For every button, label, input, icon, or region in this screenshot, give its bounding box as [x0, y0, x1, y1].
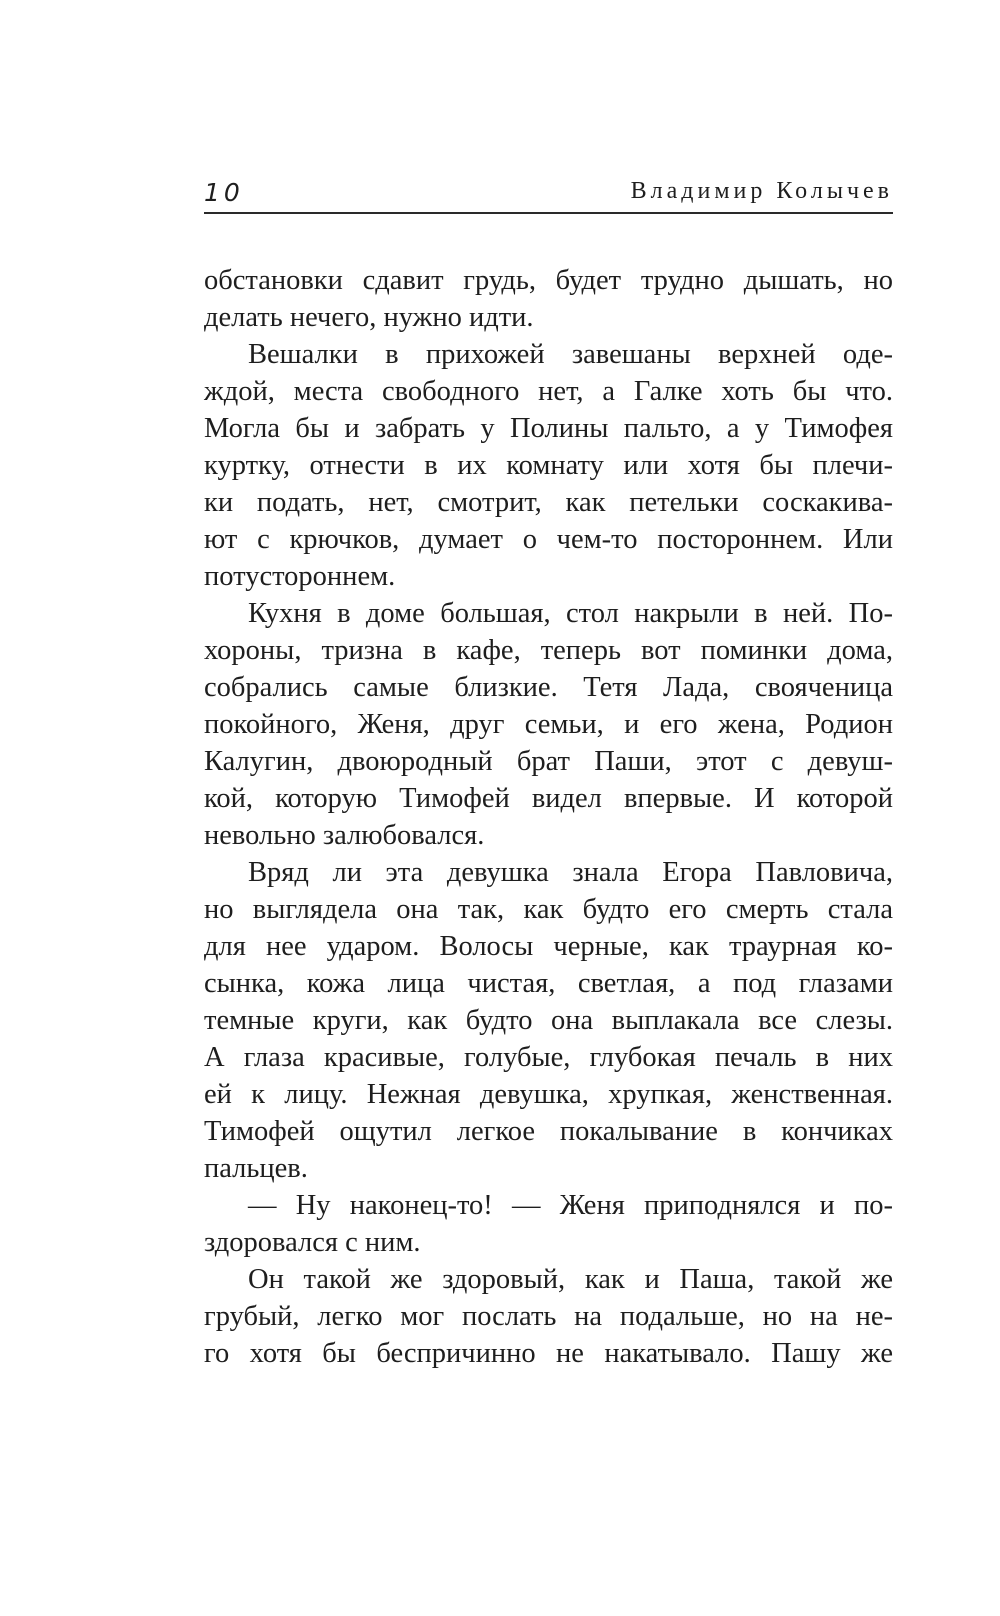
text-line: Калугин, двоюродный брат Паши, этот с девуш-: [204, 746, 893, 777]
text-line: здоровался с ним.: [204, 1227, 421, 1258]
text-line: собрались самые близкие. Тетя Лада, свояченица: [204, 672, 893, 703]
body-text: [204, 262, 893, 1372]
text-line: обстановки сдавит грудь, будет трудно дышать, но: [204, 265, 893, 296]
text-line: А глаза красивые, голубые, глубокая печаль в них: [204, 1042, 893, 1073]
paragraph-first-line: Вешалки в прихожей завешаны верхней оде-: [248, 339, 893, 370]
text-line: сынка, кожа лица чистая, светлая, а под глазами: [204, 968, 893, 999]
text-line: кой, которую Тимофей видел впервые. И которой: [204, 783, 893, 814]
text-line: потустороннем.: [204, 561, 396, 592]
text-line: но выглядела она так, как будто его смерть стала: [204, 894, 893, 925]
text-line: темные круги, как будто она выплакала все слезы.: [204, 1005, 893, 1036]
page-number: 10: [204, 178, 244, 207]
paragraph-first-line: Кухня в доме большая, стол накрыли в ней. По-: [248, 598, 893, 629]
text-line: хороны, тризна в кафе, теперь вот поминки дома,: [204, 635, 893, 666]
paragraph-first-line: Он такой же здоровый, как и Паша, такой же: [248, 1264, 893, 1295]
text-line: Могла бы и забрать у Полины пальто, а у Тимофея: [204, 413, 893, 444]
text-line: невольно залюбовался.: [204, 820, 485, 851]
text-line: ки подать, нет, смотрит, как петельки соскакива-: [204, 487, 893, 518]
header-divider: [204, 212, 893, 214]
text-line: ют с крючков, думает о чем-то постороннем. Или: [204, 524, 893, 555]
text-line: для нее ударом. Волосы черные, как траурная ко-: [204, 931, 893, 962]
paragraph-first-line: — Ну наконец-то! — Женя приподнялся и по-: [248, 1190, 893, 1221]
text-line: ждой, места свободного нет, а Галке хоть бы что.: [204, 376, 893, 407]
text-line: куртку, отнести в их комнату или хотя бы плечи-: [204, 450, 893, 481]
page-header: [204, 172, 893, 212]
text-line: покойного, Женя, друг семьи, и его жена, Родион: [204, 709, 893, 740]
text-line: делать нечего, нужно идти.: [204, 302, 534, 333]
text-line: го хотя бы беспричинно не накатывало. Пашу же: [204, 1338, 893, 1369]
text-line: Тимофей ощутил легкое покалывание в кончиках: [204, 1116, 893, 1147]
running-head-author: Владимир Колычев: [630, 178, 893, 204]
text-line: ей к лицу. Нежная девушка, хрупкая, женственная.: [204, 1079, 893, 1110]
paragraph-first-line: Вряд ли эта девушка знала Егора Павловича,: [248, 857, 893, 888]
text-line: пальцев.: [204, 1153, 308, 1184]
text-line: грубый, легко мог послать на подальше, но на не-: [204, 1301, 893, 1332]
